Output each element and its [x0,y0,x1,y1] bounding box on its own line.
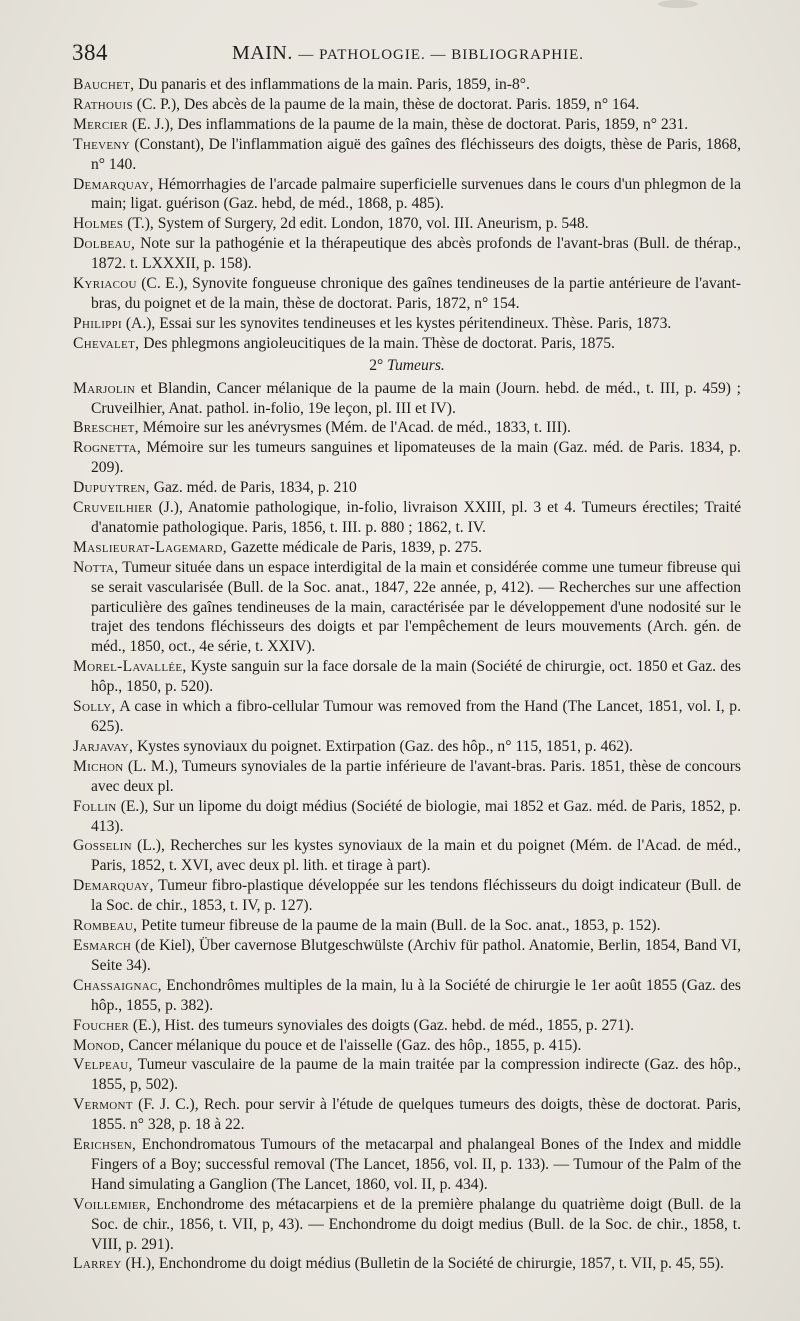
entry-author: Kyriacou [73,275,137,293]
entry-author: Holmes [73,215,124,233]
section-heading [73,356,741,376]
entry-author: Demarquay, [73,175,154,193]
bibliography-entry [73,418,741,438]
running-title-rest: — PATHOLOGIE. — BIBLIOGRAPHIE. [298,47,585,63]
section-title: Tumeurs. [387,356,445,374]
bibliography-entry [73,379,741,419]
entry-text: (H.), Enchondrome du doigt médius (Bulletin de la Société de chirurgie, 1857, t. VII, p. 45, 55). [121,1255,724,1273]
bibliography-entry [73,737,741,757]
entry-text: Mémoire sur les tumeurs sanguines et lipomateuses de la main (Gaz. méd. de Paris. 1834, p. 209). [91,439,741,477]
entry-author: Theveny [73,135,130,153]
entry-text: Tumeur vasculaire de la paume de la main traitée par la compression indirecte (Gaz. des hôp., 1855, p, 502). [91,1056,741,1094]
bibliography-entry [73,558,741,658]
entry-text: A case in which a fibro-cellular Tumour was removed from the Hand (The Lancet, 1851, vol. I, p. 625). [91,698,741,735]
bibliography-entry [73,1095,741,1135]
entry-author: Breschet, [73,419,139,437]
entry-text: Cancer mélanique du pouce et de l'aisselle (Gaz. des hôp., 1855, p. 415). [124,1036,582,1054]
bibliography-entry [73,1195,741,1255]
entry-author: Dolbeau, [73,235,136,253]
entry-author: Mercier [73,115,129,133]
entry-text: (T.), System of Surgery, 2d edit. London, 1870, vol. III. Aneurism, p. 548. [123,215,589,233]
bibliography-entry [73,976,741,1016]
bibliography-entry [73,538,741,558]
entry-text: Mémoire sur les anévrysmes (Mém. de l'Acad. de méd., 1833, t. III). [138,419,571,437]
entry-text: Des phlegmons angioleucitiques de la main. Thèse de doctorat. Paris, 1875. [139,334,615,352]
entry-author: Solly, [73,698,116,716]
entry-text: (A.), Essai sur les synovites tendineuses et les kystes péritendineux. Thèse. Paris, 1873. [121,314,672,332]
entry-author: Vermont [73,1096,133,1114]
entry-author: Foucher [73,1016,129,1034]
bibliography-entry [73,314,741,334]
bibliography-part-inflammations [73,75,741,354]
entry-author: Rombeau, [73,917,138,935]
entry-text: Enchondromatous Tumours of the metacarpal and phalangeal Bones of the Index and middle Fingers of a Boy; successful removal (The Lancet, 1856, vol. II, p. 133). — Tumour of the Palm of the Hand simulating a Ganglion (The Lancet, 1860, vol. II, p. 434). [91,1136,741,1193]
bibliography-entry [73,234,741,274]
entry-text: Tumeur fibro-plastique développée sur les tendons fléchisseurs du doigt indicateur (Bull. de la Soc. de chir., 1853, t. IV, p. 127). [91,877,741,915]
entry-text: (C. P.), Des abcès de la paume de la main, thèse de doctorat. Paris. 1859, n° 164. [132,95,640,113]
entry-text: (L. M.), Tumeurs synoviales de la partie inférieure de l'avant-bras. Paris. 1851, thèse de concours avec deux pl. [91,757,741,795]
entry-author: Morel-Lavallée, [73,658,187,676]
bibliography-entry [73,95,741,115]
entry-text: Note sur la pathogénie et la thérapeutique des abcès profonds de l'avant-bras (Bull. de thérap., 1872. t. LXXXII, p. 158). [91,235,741,273]
entry-author: Chevalet, [73,334,140,352]
bibliography-entry [73,175,741,215]
entry-text: Kystes synoviaux du poignet. Extirpation (Gaz. des hôp., n° 115, 1851, p. 462). [133,737,634,755]
entry-author: Rathouis [73,95,133,113]
running-title [232,42,584,65]
entry-author: Monod, [73,1036,125,1054]
entry-text: (C. E.), Synovite fongueuse chronique des gaînes tendineuses de la partie antérieure de l'avant-bras, du poignet et de la main, thèse de doctorat. Paris, 1872, n° 154. [91,275,741,312]
bibliography-entry [73,274,741,314]
entry-author: Voillemier, [73,1195,151,1213]
entry-author: Gosselin [73,837,132,855]
entry-author: Jarjavay, [73,737,134,755]
entry-text: (Constant), De l'inflammation aiguë des gaînes des fléchisseurs des doigts, thèse de Paris, 1868, n° 140. [91,135,741,173]
entry-text: Petite tumeur fibreuse de la paume de la main (Bull. de la Soc. anat., 1853, p. 152). [137,917,661,935]
bibliography-entry [73,1036,741,1056]
bibliography-entry [73,757,741,797]
entry-author: Demarquay, [73,877,154,895]
entry-text: et Blandin, Cancer mélanique de la paume de la main (Journ. hebd. de méd., t. III, p. 459) ; Cruveilhier, Anat. pathol. in-folio, 19e leçon, pl. III et IV). [91,379,741,417]
bibliography-entry [73,334,741,354]
bibliography-entry [73,1055,741,1095]
entry-text: Kyste sanguin sur la face dorsale de la main (Société de chirurgie, oct. 1850 et Gaz. des hôp., 1850, p. 520). [91,658,741,696]
bibliography-entry [73,876,741,916]
entry-author: Maslieurat-Lagemard, [73,538,227,556]
bibliography-entry [73,697,741,737]
entry-text: Enchondrômes multiples de la main, lu à la Société de chirurgie le 1er août 1855 (Gaz. des hôp., 1855, p. 382). [91,976,741,1014]
bibliography-entry [73,936,741,976]
bibliography-entry [73,1135,741,1195]
entry-text: (E.), Hist. des tumeurs synoviales des doigts (Gaz. hebd. de méd., 1855, p. 271). [129,1016,634,1034]
bibliography-entry [73,438,741,478]
entry-text: (E. J.), Des inflammations de la paume de la main, thèse de doctorat. Paris, 1859, n° 231. [128,115,689,133]
entry-text: (J.), Anatomie pathologique, in-folio, livraison XXIII, pl. 3 et 4. Tumeurs érectiles; Traité d'anatomie pathologique. Paris, 1856, t. III. p. 880 ; 1862, t. IV. [91,499,741,536]
entry-text: Tumeur située dans un espace interdigital de la main et considérée comme une tumeur fibreuse qui se serait vascularisée (Bull. de la Soc. anat., 1847, 22e année, p, 412). — Recherches sur une affection particulière des gaînes tendineuses de la main, caractérisée par le développement d'une nodosité sur le trajet des tendons fléchisseurs des doigts et par l'empêchement de leurs mouvements (Arch. gén. de méd., 1850, oct., 4e série, t. XXIV). [91,558,741,656]
bibliography-entry [73,916,741,936]
entry-author: Cruveilhier [73,499,153,517]
bibliography-entry [73,115,741,135]
bibliography-entry [73,797,741,837]
entry-author: Michon [73,757,124,775]
entry-author: Chassaignac, [73,976,162,994]
bibliography-entry [73,1016,741,1036]
entry-text: Gaz. méd. de Paris, 1834, p. 210 [149,479,357,497]
bibliography-part-tumeurs [73,379,741,1275]
section-number: 2° [369,356,384,374]
entry-text: (E.), Sur un lipome du doigt médius (Société de biologie, mai 1852 et Gaz. méd. de Paris, 1852, p. 413). [91,797,741,835]
entry-text: Enchondrome des métacarpiens et de la première phalange du quatrième doigt (Bull. de la Soc. de chir., 1856, t. VII, p, 43). — Enchondrome du doigt medius (Bull. de la Soc. de chir., 1858, t. VIII, p. 291). [91,1195,741,1253]
entry-author: Follin [73,797,117,815]
entry-author: Larrey [73,1255,122,1273]
bibliography-entry [73,214,741,234]
entry-text: Du panaris et des inflammations de la main. Paris, 1859, in-8°. [134,76,530,93]
paper-stain [658,0,698,8]
bibliography-entry [73,135,741,175]
entry-author: Velpeau, [73,1056,133,1074]
entry-author: Bauchet, [73,76,135,93]
entry-text: (de Kiel), Über cavernose Blutgeschwülste (Archiv für pathol. Anatomie, Berlin, 1854, Band VI, Seite 34). [91,936,741,974]
entry-author: Rognetta, [73,439,142,457]
entry-author: Erichsen, [73,1136,137,1154]
page-header [72,40,740,70]
page-number: 384 [72,40,108,65]
entry-author: Marjolin [73,379,136,397]
entry-text: Hémorrhagies de l'arcade palmaire superficielle survenues dans le cours d'un phlegmon de la main; ligat. guérison (Gaz. hebd, de méd., 1868, p. 485). [91,175,741,213]
bibliography-entry [73,1254,741,1274]
bibliography-entry [73,498,741,538]
bibliography-entry [73,75,741,95]
entry-author: Notta, [73,558,119,576]
bibliography-entry [73,836,741,876]
bibliography [73,75,741,1274]
entry-author: Philippi [73,314,122,332]
running-title-main: MAIN. [232,42,293,64]
bibliography-entry [73,657,741,697]
entry-text: (L.), Recherches sur les kystes synoviaux de la main et du poignet (Mém. de l'Acad. de méd., Paris, 1852, t. XVI, avec deux pl. lith. et tirage à part). [91,837,741,875]
entry-author: Esmarch [73,936,132,954]
entry-text: (F. J. C.), Rech. pour servir à l'étude de quelques tumeurs des doigts, thèse de doctorat. Paris, 1855. n° 328, p. 18 à 22. [91,1096,741,1134]
bibliography-entry [73,478,741,498]
entry-author: Dupuytren, [73,479,150,497]
entry-text: Gazette médicale de Paris, 1839, p. 275. [226,538,483,556]
